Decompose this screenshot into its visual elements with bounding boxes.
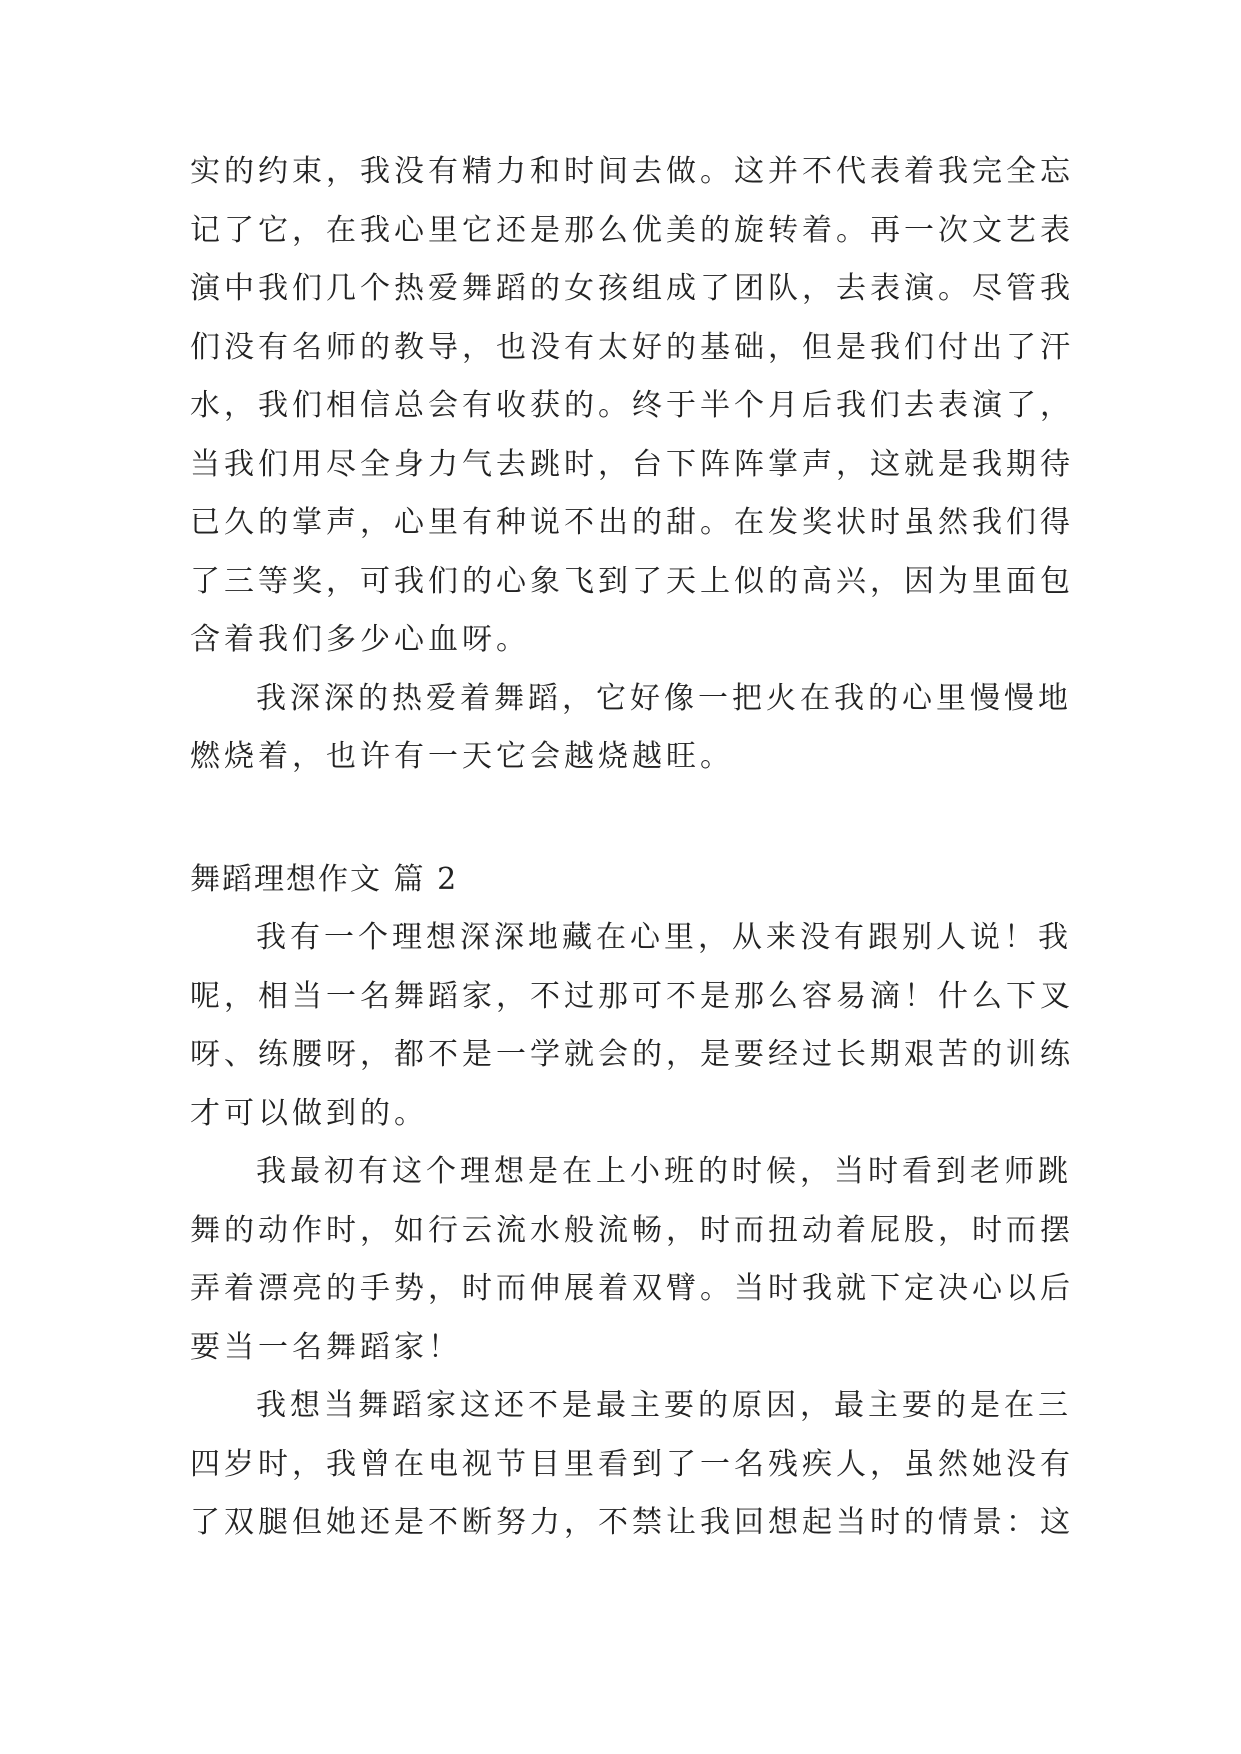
text-line: 当我们用尽全身力气去跳时，台下阵阵掌声，这就是我期待	[190, 446, 1074, 482]
text-line: 我有一个理想深深地藏在心里，从来没有跟别人说！我	[256, 920, 1072, 955]
section-spacer	[190, 787, 1070, 851]
text-line: 含着我们多少心血呀。	[190, 622, 530, 657]
paragraph	[190, 1143, 1074, 1377]
text-line: 燃烧着，也许有一天它会越烧越旺。	[190, 739, 734, 774]
section-heading: 舞蹈理想作文 篇 2	[190, 861, 459, 897]
text-line: 四岁时，我曾在电视节目里看到了一名残疾人，虽然她没有	[190, 1446, 1074, 1482]
text-line: 水，我们相信总会有收获的。终于半个月后我们去表演了，	[190, 388, 1074, 423]
text-line: 了三等奖，可我们的心象飞到了天上似的高兴，因为里面包	[190, 563, 1074, 599]
text-line: 我最初有这个理想是在上小班的时候，当时看到老师跳	[256, 1154, 1072, 1189]
paragraph	[190, 143, 1074, 670]
text-line: 才可以做到的。	[190, 1095, 428, 1131]
text-line: 舞的动作时，如行云流水般流畅，时而扭动着屁股，时而摆	[190, 1212, 1074, 1248]
text-line: 实的约束，我没有精力和时间去做。这并不代表着我完全忘	[190, 154, 1074, 189]
document-body	[190, 143, 1074, 1553]
text-line: 要当一名舞蹈家！	[190, 1329, 462, 1365]
text-line: 我深深的热爱着舞蹈，它好像一把火在我的心里慢慢地	[256, 680, 1072, 716]
paragraph	[190, 1377, 1074, 1553]
text-line: 弄着漂亮的手势，时而伸展着双臂。当时我就下定决心以后	[190, 1271, 1074, 1306]
text-line: 演中我们几个热爱舞蹈的女孩组成了团队，去表演。尽管我	[190, 271, 1074, 306]
paragraph	[190, 670, 1070, 787]
text-line: 了双腿但她还是不断努力，不禁让我回想起当时的情景：这	[190, 1505, 1074, 1540]
text-line: 我想当舞蹈家这还不是最主要的原因，最主要的是在三	[256, 1388, 1072, 1423]
text-line: 已久的掌声，心里有种说不出的甜。在发奖状时虽然我们得	[190, 505, 1074, 540]
text-line: 记了它，在我心里它还是那么优美的旋转着。再一次文艺表	[190, 212, 1074, 248]
paragraph	[190, 909, 1074, 1143]
text-line: 呀、练腰呀，都不是一学就会的，是要经过长期艰苦的训练	[190, 1037, 1074, 1072]
text-line: 们没有名师的教导，也没有太好的基础，但是我们付出了汗	[190, 329, 1074, 365]
text-line: 呢，相当一名舞蹈家，不过那可不是那么容易滴！什么下叉	[190, 978, 1074, 1014]
